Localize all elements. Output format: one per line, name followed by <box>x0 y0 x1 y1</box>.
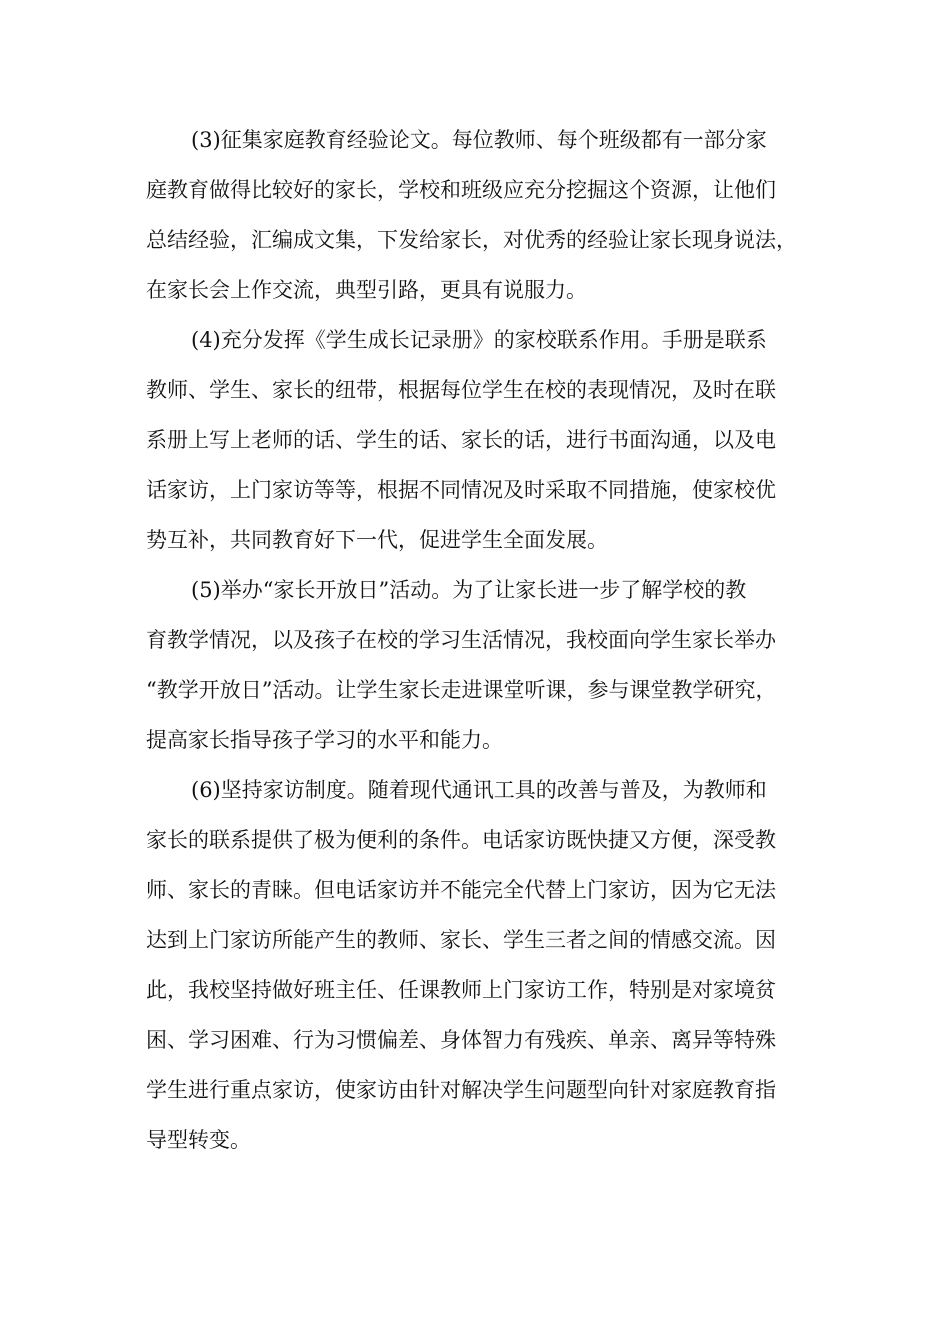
text-line: 庭教育做得比较好的家长，学校和班级应充分挖掘这个资源，让他们 <box>146 178 776 202</box>
paragraph-3 <box>146 115 810 315</box>
text-line: “教学开放日”活动。让学生家长走进课堂听课，参与课堂教学研究， <box>146 678 777 702</box>
paragraph-5 <box>146 565 810 765</box>
text-line: (4)充分发挥《学生成长记录册》的家校联系作用。手册是联系 <box>191 328 767 352</box>
text-line: (6)坚持家访制度。随着现代通讯工具的改善与普及，为教师和 <box>191 778 767 802</box>
text-line: 教师、学生、家长的纽带，根据每位学生在校的表现情况，及时在联 <box>146 378 776 402</box>
text-line: 在家长会上作交流，典型引路，更具有说服力。 <box>146 278 587 302</box>
text-line: 导型转变。 <box>146 1128 251 1152</box>
document-body <box>146 115 810 1165</box>
text-line: 提高家长指导孩子学习的水平和能力。 <box>146 728 503 752</box>
text-line: 此，我校坚持做好班主任、任课教师上门家访工作，特别是对家境贫 <box>146 978 776 1002</box>
paragraph-6 <box>146 765 810 1165</box>
text-line: 势互补，共同教育好下一代，促进学生全面发展。 <box>146 528 608 552</box>
text-line: 总结经验，汇编成文集，下发给家长，对优秀的经验让家长现身说法， <box>146 228 797 252</box>
text-line: 困、学习困难、行为习惯偏差、身体智力有残疾、单亲、离异等特殊 <box>146 1028 776 1052</box>
text-line: 系册上写上老师的话、学生的话、家长的话，进行书面沟通，以及电 <box>146 428 776 452</box>
paragraph-4 <box>146 315 810 565</box>
text-line: 家长的联系提供了极为便利的条件。电话家访既快捷又方便，深受教 <box>146 828 776 852</box>
text-line: (3)征集家庭教育经验论文。每位教师、每个班级都有一部分家 <box>191 128 767 152</box>
text-line: (5)举办“家长开放日”活动。为了让家长进一步了解学校的教 <box>191 578 747 602</box>
text-line: 话家访，上门家访等等，根据不同情况及时采取不同措施，使家校优 <box>146 478 776 502</box>
text-line: 学生进行重点家访，使家访由针对解决学生问题型向针对家庭教育指 <box>146 1078 776 1102</box>
text-line: 达到上门家访所能产生的教师、家长、学生三者之间的情感交流。因 <box>146 928 776 952</box>
text-line: 育教学情况，以及孩子在校的学习生活情况，我校面向学生家长举办 <box>146 628 776 652</box>
text-line: 师、家长的青睐。但电话家访并不能完全代替上门家访，因为它无法 <box>146 878 776 902</box>
